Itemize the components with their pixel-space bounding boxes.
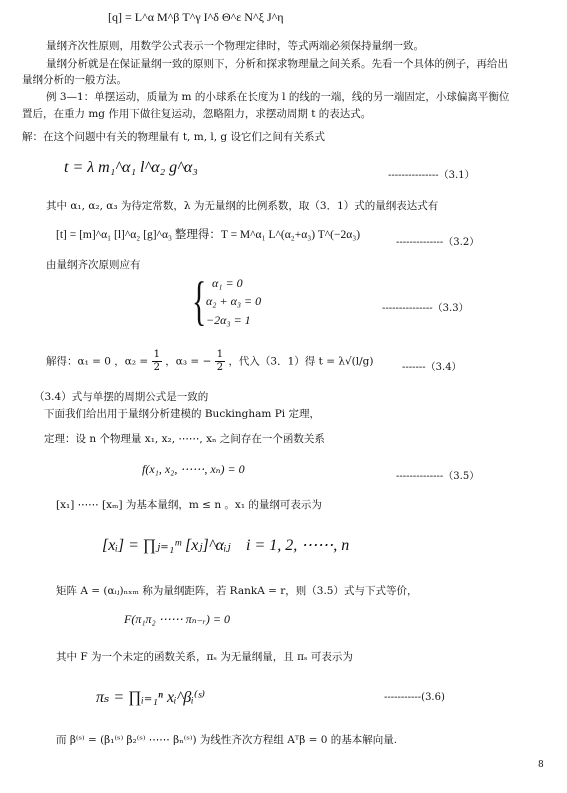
solution-suffix: ，代入（3．1）得 t = λ√(l/g) <box>228 355 374 368</box>
solution-mid: ，α₃ = − <box>165 355 212 368</box>
equation-3-5: f(x₁, x₂, ⋯⋯, xₙ) = 0 <box>142 462 245 476</box>
system-equation-2: α₂ + α₃ = 0 <box>206 294 262 308</box>
alpha3-fraction <box>215 349 225 374</box>
example-3-1-line2: 置后，在重力 mg 作用下做往复运动，忽略阻力，求摆动周期 t 的表达式。 <box>22 108 372 120</box>
paragraph-homogeneity-principle: 量纲齐次性原则，用数学公式表示一个物理定律时，等式两端必须保持量纲一致。 <box>46 40 424 52</box>
equation-tag-3-5: --------------（3.5） <box>396 471 480 482</box>
equation-xi-range: i = 1, 2, ⋯⋯, n <box>246 537 350 554</box>
equation-tag-3-2: --------------（3.2） <box>396 237 480 248</box>
equation-top: [q] = L^α M^β T^γ I^δ Θ^ε N^ξ J^η <box>108 10 284 24</box>
paragraph-consistency: （3.4）式与单摆的周期公式是一致的 <box>34 391 209 403</box>
paragraph-buckingham-intro: 下面我们给出用于量纲分析建模的 Buckingham Pi 定理， <box>44 408 320 420</box>
solution-values <box>46 349 373 374</box>
equation-xi-dimension: [xᵢ] = ∏ⱼ₌₁ᵐ [xⱼ]^αᵢⱼ <box>102 537 231 554</box>
alpha2-denominator: 2 <box>153 362 160 373</box>
alpha2-fraction <box>152 349 162 374</box>
alpha3-numerator: 1 <box>216 349 224 360</box>
paragraph-dimensional-analysis-line1: 量纲分析就是在保证量纲一致的原则下，分析和探求物理量之间关系。先看一个具体的例子，再给出 <box>46 58 508 70</box>
paragraph-constants: 其中 α₁, α₂, α₃ 为待定常数，λ 为无量纲的比例系数，取（3．1）式的量纲表达式有 <box>46 200 439 212</box>
equation-3-1: t = λ m₁^α₁ l^α₂ g^α₃ <box>64 159 198 176</box>
page-number: 8 <box>538 760 544 770</box>
solution-intro: 解：在这个问题中有关的物理量有 t, m, l, g 设它们之间有关系式 <box>22 131 325 143</box>
alpha3-denominator: 2 <box>216 362 224 373</box>
example-3-1-line1: 例 3—1：单摆运动，质量为 m 的小球系在长度为 l 的线的一端，线的另一端固定，小球偏离平衡位 <box>46 91 510 103</box>
equation-F-pi: F(π₁π₂ ⋯⋯ πₙ₋ᵣ) = 0 <box>124 612 230 626</box>
equation-tag-3-1: ---------------（3.1） <box>388 170 475 181</box>
system-equation-3: −2α₃ = 1 <box>206 313 251 327</box>
paragraph-homogeneity-applied: 由量纲齐次原则应有 <box>46 259 141 271</box>
system-brace: { <box>192 271 207 331</box>
equation-tag-3-4: -------（3.4） <box>402 362 462 373</box>
paragraph-dimensional-analysis-line2: 量纲分析的一般方法。 <box>22 74 127 86</box>
alpha2-numerator: 1 <box>153 349 160 360</box>
equation-3-2: [t] = [m]^α₁ [l]^α₂ [g]^α₃ 整理得：T = M^α₁ L^(α₂+α₃) T^(−2α₃) <box>56 229 361 241</box>
solution-prefix: 解得：α₁ = 0 ，α₂ = <box>46 355 149 368</box>
equation-tag-3-6: -----------(3.6) <box>384 692 445 703</box>
paragraph-basic-solution-vector: 而 β⁽ˢ⁾ = (β₁⁽ˢ⁾ β₂⁽ˢ⁾ ⋯⋯ βₙ⁽ˢ⁾) 为线性齐次方程组 Aᵀβ = 0 的基本解向量. <box>56 734 398 746</box>
theorem-statement: 定理：设 n 个物理量 x₁, x₂, ⋯⋯, xₙ 之间存在一个函数关系 <box>44 433 325 445</box>
paragraph-pi-terms: 其中 F 为一个未定的函数关系，πₛ 为无量纲量，且 πₛ 可表示为 <box>56 651 353 663</box>
equation-tag-3-3: ---------------（3.3） <box>382 303 469 314</box>
paragraph-dimension-matrix: 矩阵 A = (αᵢⱼ)ₙₓₘ 称为量纲距阵，若 RankA = r，则（3.5）式与下式等价， <box>56 585 418 597</box>
system-equation-1: α₁ = 0 <box>212 276 243 290</box>
paragraph-base-dimensions: [x₁] ⋯⋯ [xₘ] 为基本量纲，m ≤ n 。x₁ 的量纲可表示为 <box>56 499 322 511</box>
equation-3-6: πₛ = ∏ᵢ₌₁ⁿ xᵢ^βᵢ⁽ˢ⁾ <box>96 689 206 706</box>
